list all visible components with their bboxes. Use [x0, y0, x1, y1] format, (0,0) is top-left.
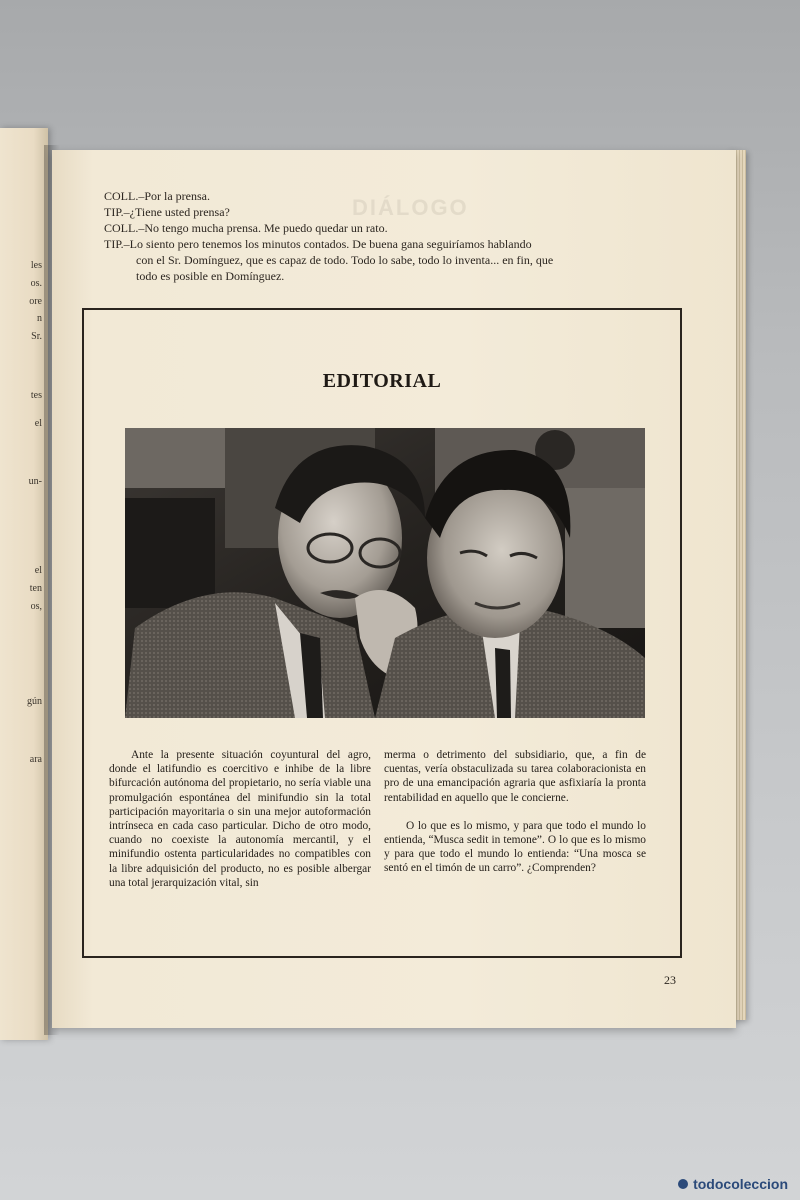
- left-page-fragment: gún: [27, 696, 42, 707]
- bleed-through-text: DIÁLOGO: [352, 195, 469, 220]
- watermark-logo: [678, 1176, 788, 1192]
- dialogue-line: COLL.–No tengo mucha prensa. Me puedo quedar un rato.: [104, 221, 388, 235]
- left-page-fragment: ara: [29, 754, 42, 765]
- left-page-fragment: os.: [30, 278, 42, 289]
- left-page-fragment: el: [34, 418, 42, 429]
- left-page-fragment: un-: [28, 476, 42, 487]
- watermark-dot-icon: [678, 1179, 688, 1189]
- left-page-edge: [0, 128, 48, 1040]
- page-number: 23: [664, 973, 676, 987]
- dialogue-line: COLL.–Por la prensa.: [104, 189, 210, 203]
- editorial-photo: [125, 428, 645, 718]
- editorial-right-column: [384, 748, 646, 890]
- editorial-left-column: [109, 748, 371, 904]
- left-page-fragment: os,: [30, 601, 42, 612]
- left-page-fragment: ore: [29, 296, 42, 307]
- left-page-fragment: Sr.: [31, 331, 42, 342]
- left-page-fragment: ten: [29, 583, 42, 594]
- dialogue-block: [104, 188, 684, 284]
- editorial-title: EDITORIAL: [322, 370, 442, 392]
- dialogue-line: todo es posible en Domínguez.: [136, 269, 285, 283]
- dialogue-line: TIP.–¿Tiene usted prensa?: [104, 205, 230, 219]
- editorial-paragraph: Ante la presente situación coyuntural del agro, donde el latifundio es coercitivo e inhibe de la libre bifurcación autónoma del propietario, no sería viable una promulgación espontánea del minifundio sin la total participación mayoritaria o sin una mejor autoformación intrínseca en cada caso particular. Dicho de otro modo, cuando no coexiste la autonomía mercantil, y el minifundio ostenta particularidades no compatibles con la libre adquisición del producto, no es posible albergar una total jerarquización vital, sin: [109, 749, 371, 889]
- left-page-fragment: tes: [30, 390, 42, 401]
- dialogue-line: TIP.–Lo siento pero tenemos los minutos contados. De buena gana seguiríamos hablando: [104, 237, 532, 251]
- two-men-photo-image: [125, 428, 645, 718]
- watermark-text: todocoleccion: [693, 1176, 788, 1192]
- editorial-box: [82, 308, 682, 958]
- left-page-fragment: el: [34, 565, 42, 576]
- editorial-paragraph: merma o detrimento del subsidiario, que, a fin de cuentas, vería obstaculizada su tarea colaboracionista en pro de una emancipación agraria que asfixiaría la pronta rentabilidad en aquello que le concierne.: [384, 749, 646, 804]
- editorial-paragraph: O lo que es lo mismo, y para que todo el mundo lo entienda, “Musca sedit in temone”. O lo que es lo mismo y para que todo el mundo lo entienda: “Una mosca se sentó en el timón de un carro”. ¿Comprenden?: [384, 819, 646, 875]
- left-page-fragment: les: [30, 260, 42, 271]
- dialogue-line: con el Sr. Domínguez, que es capaz de todo. Todo lo sabe, todo lo inventa... en fin, que: [136, 253, 554, 267]
- left-page-fragment: n: [37, 313, 42, 324]
- right-page: [52, 150, 736, 1028]
